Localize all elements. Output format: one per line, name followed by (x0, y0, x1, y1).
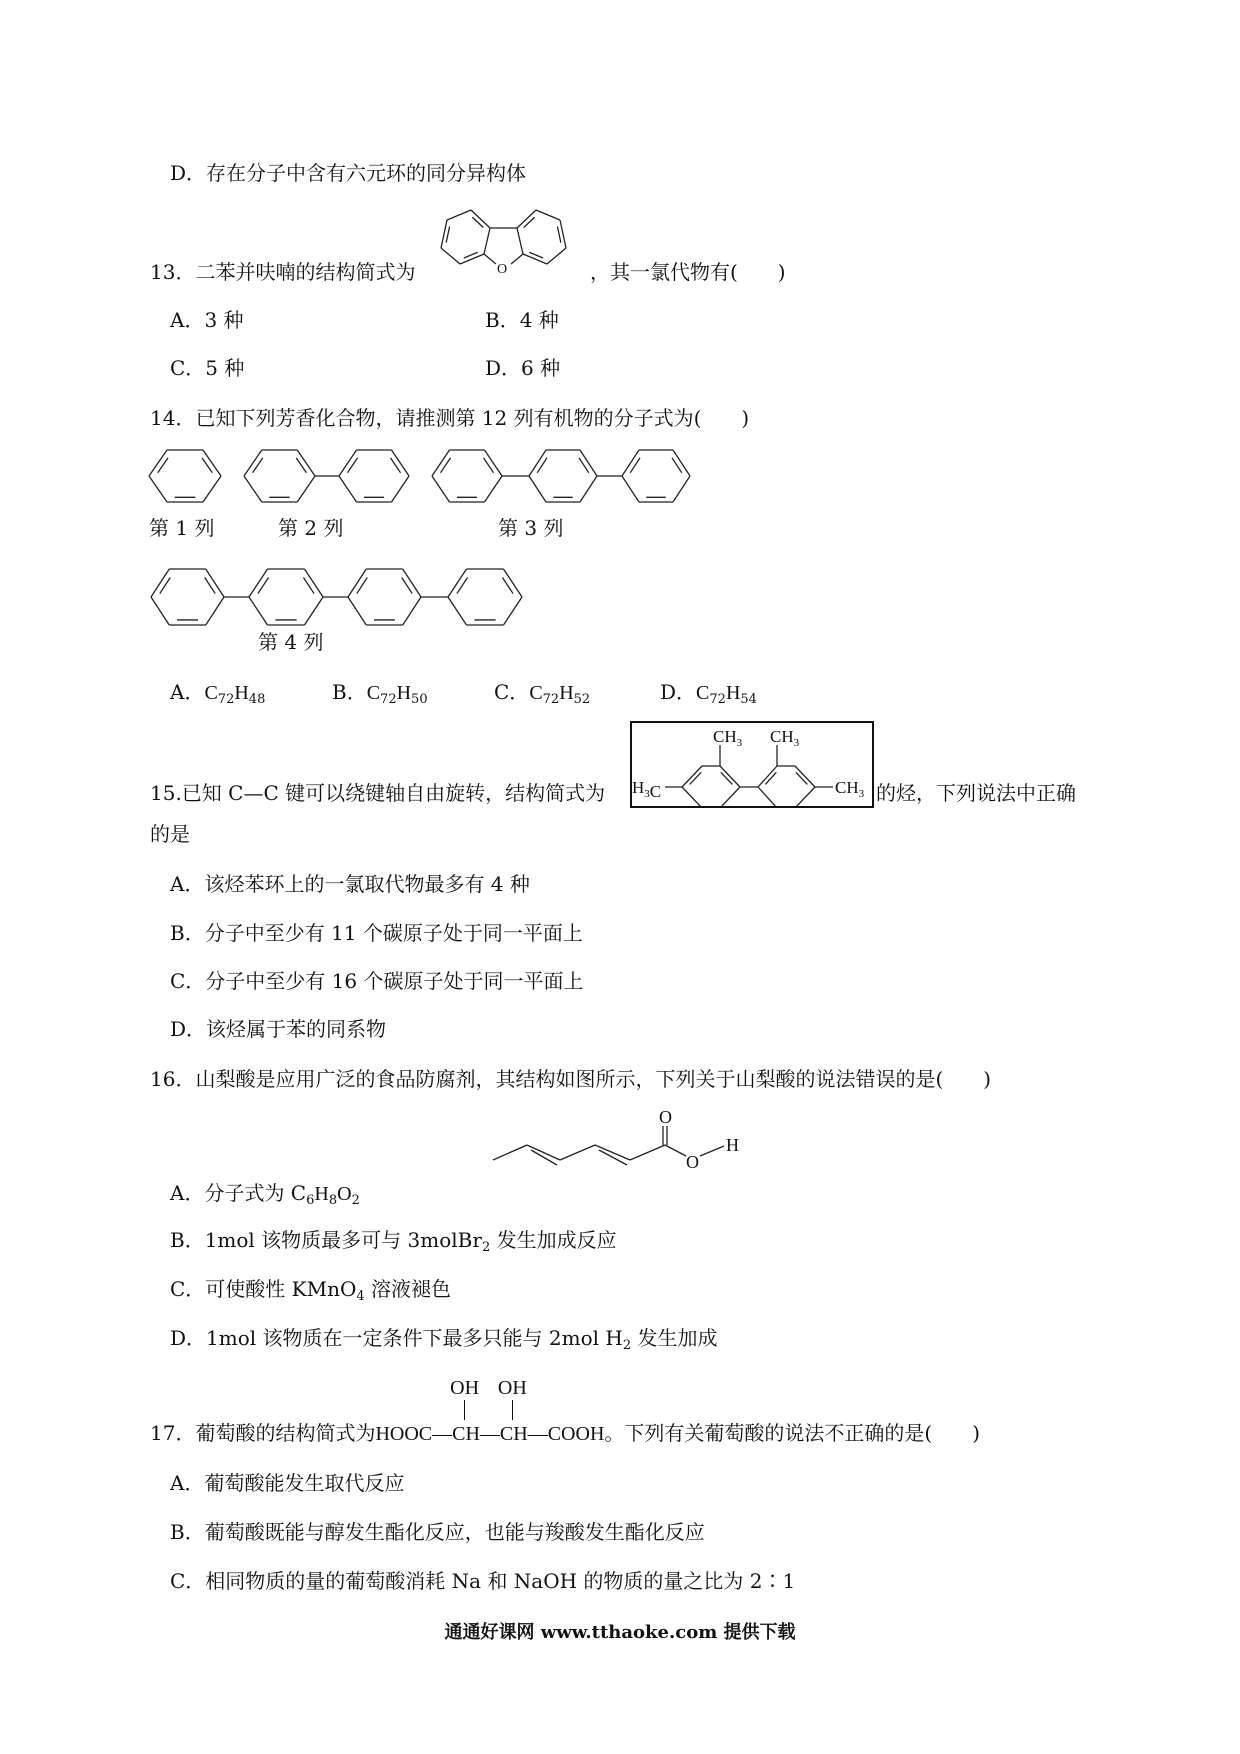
bond (560, 1145, 595, 1160)
q16-option-c: C．可使酸性 KMnO$_4$ 溶液褪色 (170, 1277, 451, 1304)
column-label-3: 第 3 列 (498, 516, 564, 540)
column-label-4: 第 4 列 (258, 630, 324, 654)
q14-option-c: C．$C_{72}H_{52}$ (494, 680, 591, 707)
q12-option-d: D．存在分子中含有六元环的同分异构体 (170, 161, 527, 185)
footer-source: 通通好课网 www.tthaoke.com 提供下载 (444, 1622, 796, 1643)
q15-stem-line2: 的是 (150, 822, 190, 846)
q13-option-b: B．4 种 (485, 308, 559, 332)
bond (630, 1145, 665, 1160)
q17-stem: 17．葡萄酸的结构简式为HOOC— OH CH— OH CH—COOH。下列有关葡萄酸的说法不正确的是( ) (150, 1377, 980, 1445)
q17-option-b: B．葡萄酸既能与醇发生酯化反应，也能与羧酸发生酯化反应 (170, 1520, 705, 1544)
bond (493, 1145, 527, 1160)
q13-stem-after: ，其一氯代物有( ) (590, 260, 786, 284)
q16-option-b: B．1mol 该物质最多可与 3molBr$_2$ 发生加成反应 (170, 1228, 617, 1255)
q13-option-d: D．6 种 (485, 356, 561, 380)
q17-option-c: C．相同物质的量的葡萄酸消耗 Na 和 NaOH 的物质的量之比为 2∶1 (170, 1569, 796, 1593)
q15-option-d: D．该烃属于苯的同系物 (170, 1017, 387, 1041)
q16-stem: 16．山梨酸是应用广泛的食品防腐剂，其结构如图所示，下列关于山梨酸的说法错误的是( ) (150, 1067, 992, 1091)
q14-option-b: B．$C_{72}H_{50}$ (332, 680, 428, 707)
column-label-2: 第 2 列 (278, 516, 344, 540)
oxygen-atom: O (686, 1152, 699, 1172)
bond (665, 1145, 686, 1156)
q14-option-a: A．$C_{72}H_{48}$ (170, 680, 266, 707)
bond (700, 1146, 724, 1156)
q13-option-a: A．3 种 (170, 308, 244, 332)
hydrogen-atom: H (726, 1135, 739, 1155)
q17-option-a: A．葡萄酸能发生取代反应 (170, 1471, 405, 1495)
q15-stem: 15.已知 C—C 键可以绕键轴自由旋转，结构简式为 (150, 781, 606, 805)
q13-stem: 13．二苯并呋喃的结构简式为 (150, 260, 416, 284)
q16-option-d: D．1mol 该物质在一定条件下最多只能与 2mol $H_2$ 发生加成 (170, 1326, 718, 1353)
oxygen-atom: O (497, 262, 508, 277)
q14-stem: 14．已知下列芳香化合物，请推测第 12 列有机物的分子式为( ) (150, 406, 750, 430)
q15-option-c: C．分子中至少有 16 个碳原子处于同一平面上 (170, 969, 584, 993)
column-label-1: 第 1 列 (149, 516, 215, 540)
q14-option-d: D．$C_{72}H_{54}$ (660, 680, 757, 707)
q15-option-a: A．该烃苯环上的一氯取代物最多有 4 种 (170, 872, 530, 896)
oxygen-atom: O (659, 1107, 672, 1127)
q16-option-a: A．分子式为 $C_6H_8O_2$ (170, 1181, 360, 1208)
tartaric-acid-formula: HOOC— OH CH— OH CH—COOH (375, 1377, 605, 1445)
q13-option-c: C．5 种 (170, 356, 245, 380)
ch3-label: $CH_3$ (835, 778, 865, 800)
ch3-label: $CH_3$ (770, 727, 800, 749)
q15-option-b: B．分子中至少有 11 个碳原子处于同一平面上 (170, 921, 583, 945)
q15-stem-after: 的烃，下列说法中正确 (876, 781, 1076, 805)
ch3-label: $CH_3$ (713, 727, 743, 749)
h3c-label: $H_3C$ (632, 778, 662, 801)
